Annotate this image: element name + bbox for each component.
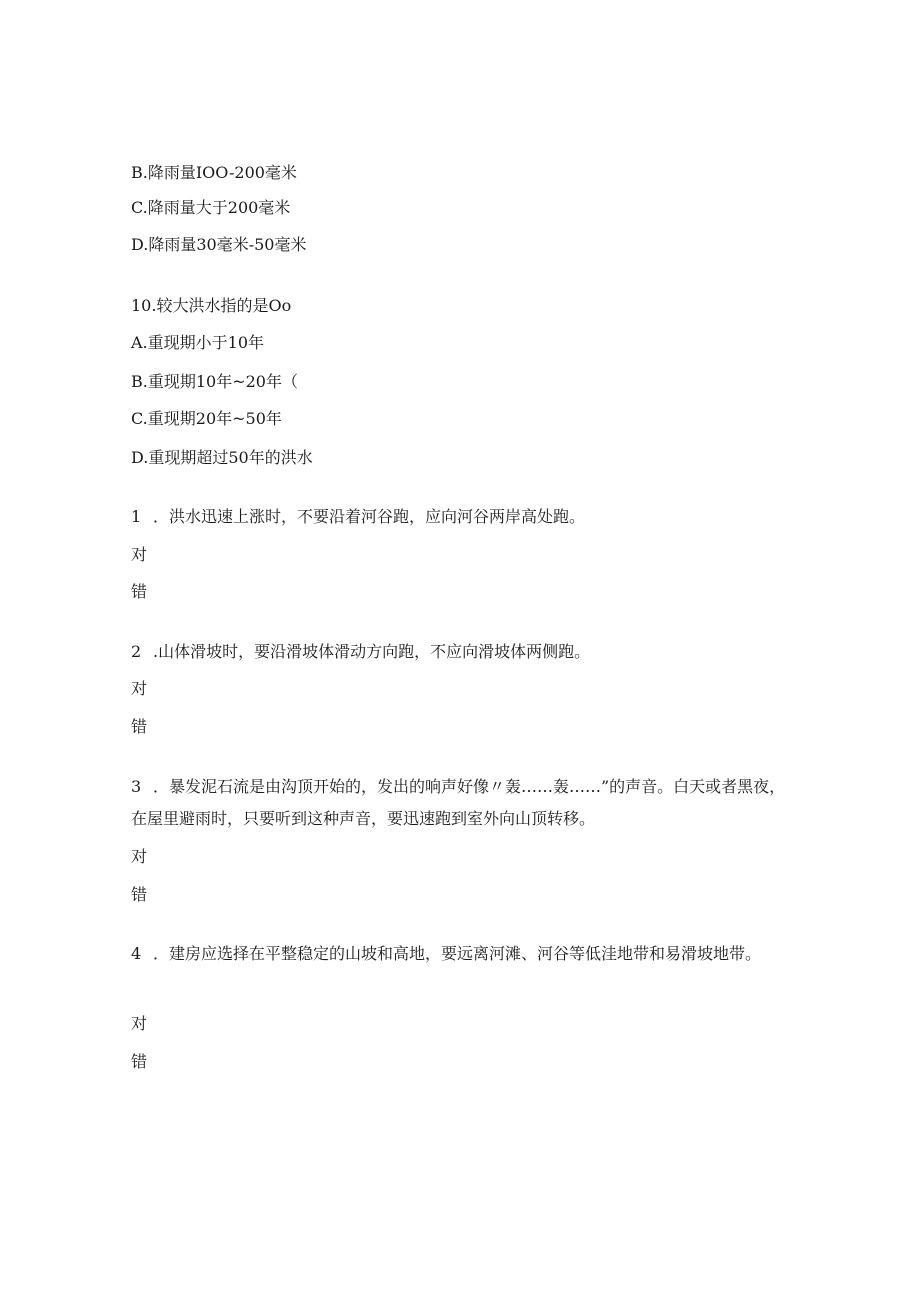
tf-question-1-true: 对 (131, 545, 148, 564)
tf-question-3 (131, 771, 791, 835)
q10-stem: 10.较大洪水指的是Oo (131, 296, 292, 315)
tf-question-2-false: 错 (131, 717, 148, 736)
tf-question-1-text: ．洪水迅速上涨时，不要沿着河谷跑，应向河谷两岸高处跑。 (153, 507, 586, 526)
tf-question-2-number: 2 (131, 642, 142, 661)
tf-question-3-text: ．暴发泥石流是由沟顶开始的，发出的响声好像〃轰……轰……”的声音。白天或者黑夜，在屋里避雨时，只要听到这种声音，要迅速跑到室外向山顶转移。 (131, 777, 786, 828)
tf-question-2-true: 对 (131, 679, 148, 698)
q10-option-c: C.重现期20年~50年 (131, 409, 282, 428)
tf-question-4 (131, 938, 791, 970)
tf-question-4-true: 对 (131, 1014, 148, 1033)
q10-option-d: D.重现期超过50年的洪水 (131, 448, 313, 467)
q9-option-c: C.降雨量大于200毫米 (131, 198, 291, 217)
q9-option-d: D.降雨量30毫米-50毫米 (131, 235, 307, 254)
tf-question-1-false: 错 (131, 582, 148, 601)
tf-question-3-true: 对 (131, 847, 148, 866)
q10-option-a: A.重现期小于10年 (131, 333, 265, 352)
q10-option-b: B.重现期10年~20年（ (131, 372, 298, 391)
tf-question-3-false: 错 (131, 885, 148, 904)
tf-question-1-number: 1 (131, 507, 142, 526)
tf-question-4-false: 错 (131, 1052, 148, 1071)
tf-question-1 (131, 507, 585, 527)
tf-question-2 (131, 642, 590, 662)
q9-option-b: B.降雨量IOO-200毫米 (131, 163, 297, 182)
tf-question-4-text: ．建房应选择在平整稳定的山坡和高地，要远离河滩、河谷等低洼地带和易滑坡地带。 (153, 944, 762, 963)
tf-question-2-text: .山体滑坡时，要沿滑坡体滑动方向跑，不应向滑坡体两侧跑。 (153, 642, 591, 661)
tf-question-3-number: 3 (131, 777, 142, 796)
tf-question-4-number: 4 (131, 944, 142, 963)
